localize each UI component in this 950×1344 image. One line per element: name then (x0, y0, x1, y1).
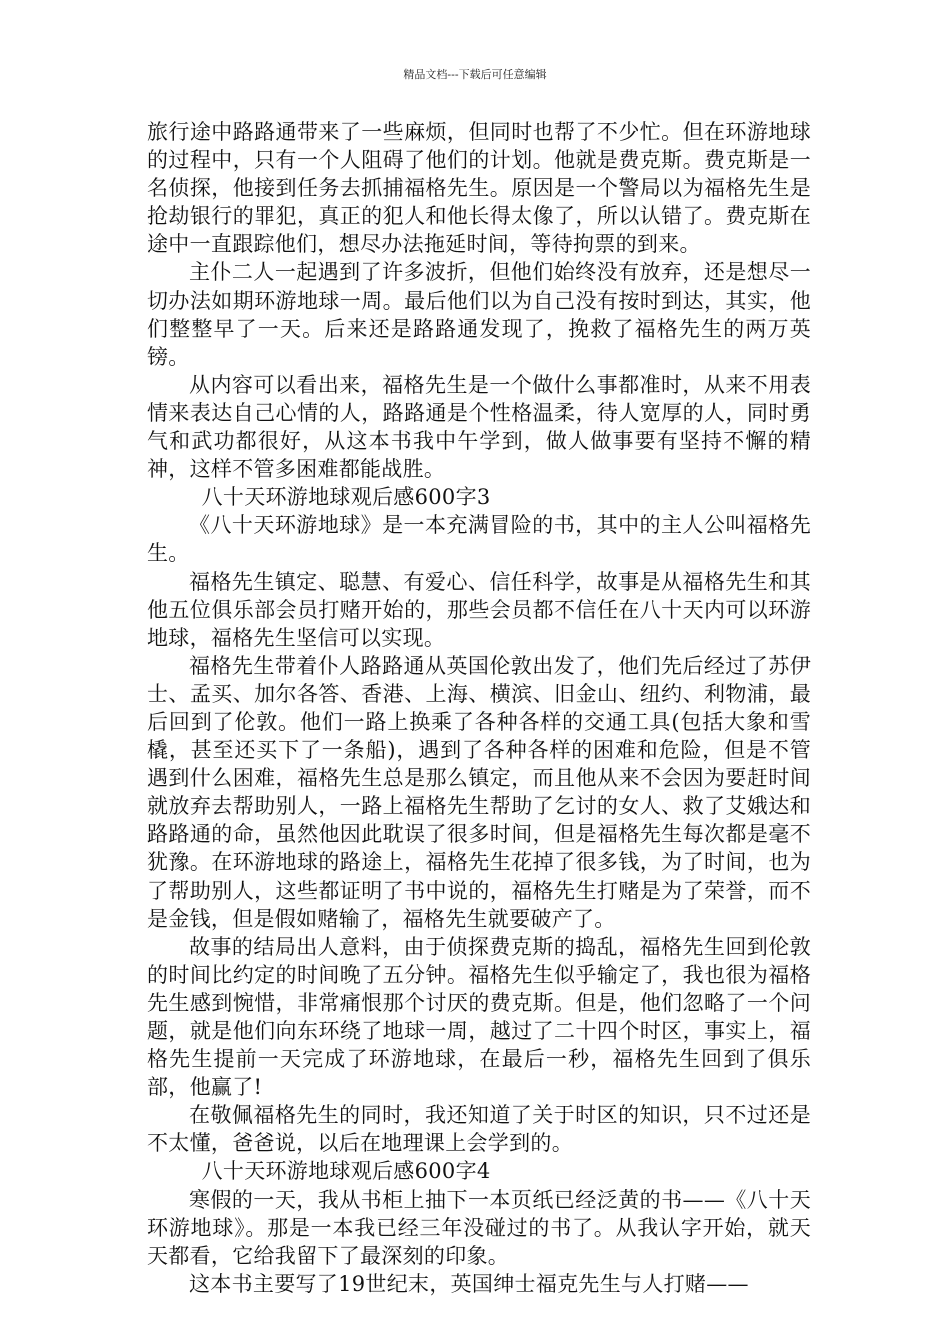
paragraph: 福格先生带着仆人路路通从英国伦敦出发了，他们先后经过了苏伊士、孟买、加尔各答、香港、上海、横滨、旧金山、纽约、利物浦，最后回到了伦敦。他们一路上换乘了各种各样的交通工具(包括大象和雪橇，甚至还买下了一条船)，遇到了各种各样的困难和危险，但是不管遇到什么困难，福格先生总是那么镇定，而且他从来不会因为要赶时间就放弃去帮助别人，一路上福格先生帮助了乞讨的女人、救了艾娥达和路路通的命，虽然他因此耽误了很多时间，但是福格先生每次都是毫不犹豫。在环游地球的路途上，福格先生花掉了很多钱，为了时间，也为了帮助别人，这些都证明了书中说的，福格先生打赌是为了荣誉，而不是金钱，但是假如赌输了，福格先生就要破产了。 (147, 653, 811, 931)
paragraph: 主仆二人一起遇到了许多波折，但他们始终没有放弃，还是想尽一切办法如期环游地球一周。最后他们以为自己没有按时到达，其实，他们整整早了一天。后来还是路路通发现了，挽救了福格先生的两万英镑。 (147, 260, 811, 369)
paragraph: 这本书主要写了19世纪末，英国绅士福克先生与人打赌—— (189, 1271, 749, 1296)
document-body (147, 118, 811, 1298)
paragraph: 旅行途中路路通带来了一些麻烦，但同时也帮了不少忙。但在环游地球的过程中，只有一个人阻碍了他们的计划。他就是费克斯。费克斯是一名侦探，他接到任务去抓捕福格先生。原因是一个警局以为福格先生是抢劫银行的罪犯，真正的犯人和他长得太像了，所以认错了。费克斯在途中一直跟踪他们，想尽办法拖延时间，等待拘票的到来。 (147, 120, 811, 257)
paragraph: 寒假的一天，我从书柜上抽下一本页纸已经泛黄的书——《八十天环游地球》。那是一本我已经三年没碰过的书了。从我认字开始，就天天都看，它给我留下了最深刻的印象。 (147, 1187, 811, 1268)
paragraph: 从内容可以看出来，福格先生是一个做什么事都准时，从来不用表情来表达自己心情的人，路路通是个性格温柔，待人宽厚的人，同时勇气和武功都很好，从这本书我中午学到，做人做事要有坚持不懈的精神，这样不管多困难都能战胜。 (147, 372, 811, 482)
paragraph: 故事的结局出人意料，由于侦探费克斯的捣乱，福格先生回到伦敦的时间比约定的时间晚了五分钟。福格先生似乎输定了，我也很为福格先生感到惋惜，非常痛恨那个讨厌的费克斯。但是，他们忽略了一个问题，就是他们向东环绕了地球一周，越过了二十四个时区，事实上，福格先生提前一天完成了环游地球，在最后一秒，福格先生回到了俱乐部，他赢了! (147, 934, 811, 1100)
paragraph: 在敬佩福格先生的同时，我还知道了关于时区的知识，只不过还是不太懂，爸爸说，以后在地理课上会学到的。 (147, 1103, 811, 1156)
paragraph: 福格先生镇定、聪慧、有爱心、信任科学，故事是从福格先生和其他五位俱乐部会员打赌开始的，那些会员都不信任在八十天内可以环游地球，福格先生坚信可以实现。 (147, 569, 811, 650)
page-header-note: 精品文档---下载后可任意编辑 (403, 68, 547, 81)
paragraph: 《八十天环游地球》是一本充满冒险的书，其中的主人公叫福格先生。 (147, 513, 811, 566)
section-heading: 八十天环游地球观后感600字4 (201, 1159, 491, 1184)
section-heading: 八十天环游地球观后感600字3 (201, 485, 491, 510)
